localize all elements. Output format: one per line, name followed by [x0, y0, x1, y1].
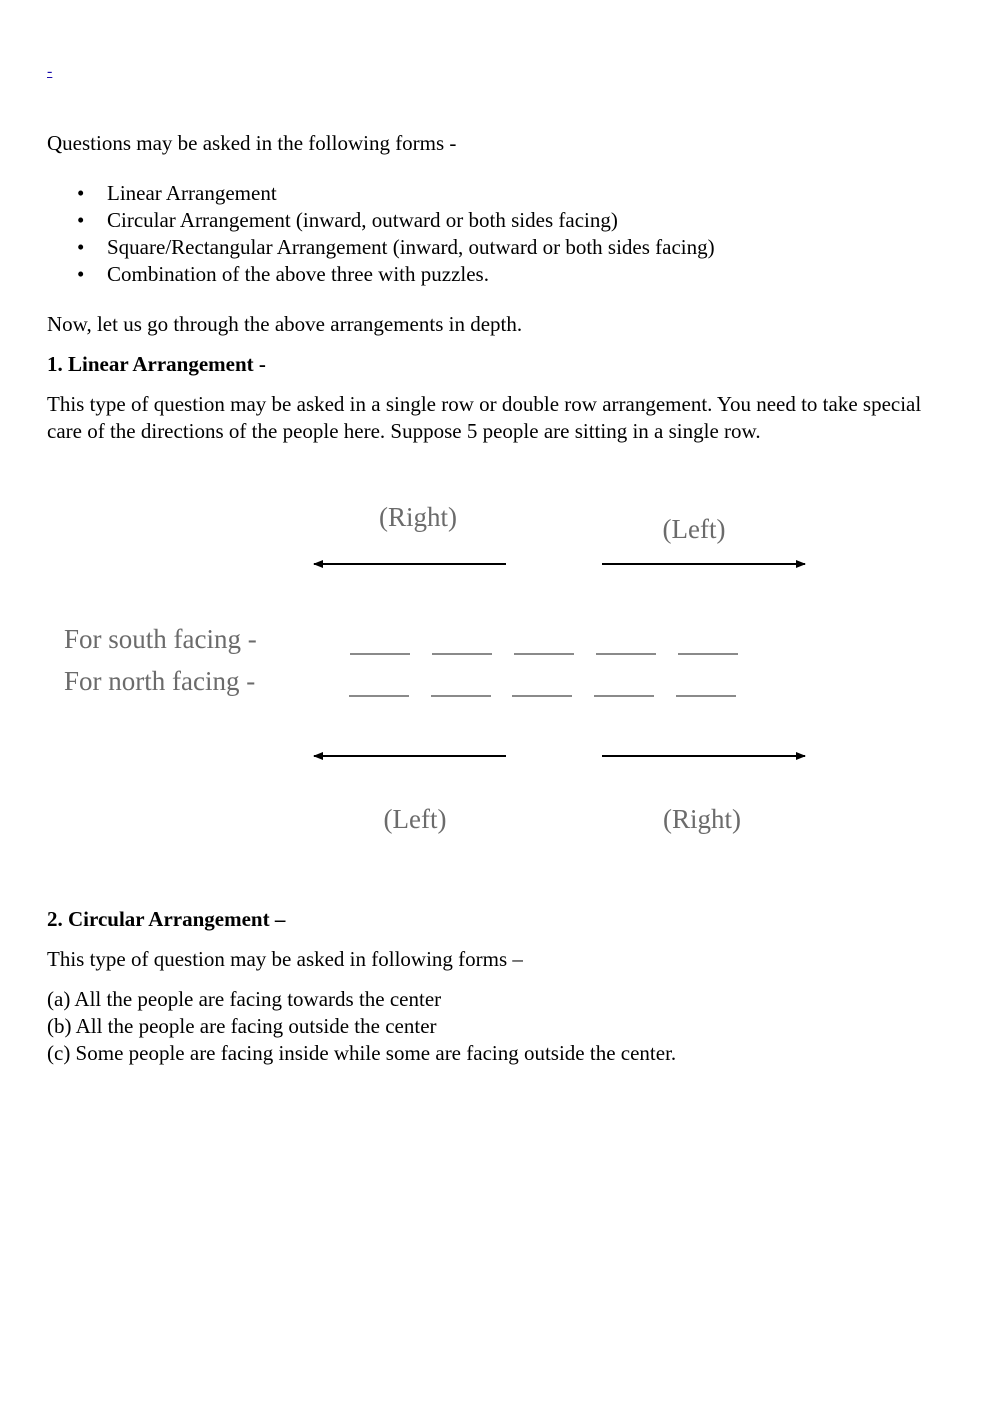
- bullet-icon: •: [77, 235, 85, 259]
- north-facing-label: For north facing -: [64, 666, 256, 696]
- list-item: [47, 180, 715, 207]
- list-item: [47, 207, 715, 234]
- bullet-icon: •: [77, 262, 85, 286]
- top-right-direction-label: (Left): [662, 514, 726, 544]
- linear-description: This type of question may be asked in a single row or double row arrangement. You need to take special care of the directions of the people here. Suppose 5 people are sitting in a single row.: [47, 392, 922, 443]
- list-item-label: Linear Arrangement: [107, 181, 277, 205]
- question-forms-list: [47, 180, 715, 288]
- top-link[interactable]: -: [47, 63, 53, 80]
- circular-description: This type of question may be asked in following forms –: [47, 947, 523, 971]
- list-item-label: Combination of the above three with puzzles.: [107, 262, 489, 286]
- circular-forms-list: [47, 986, 676, 1067]
- top-left-direction-label: (Right): [379, 502, 457, 532]
- circular-heading: 2. Circular Arrangement –: [47, 907, 286, 931]
- list-item: (c) Some people are facing inside while some are facing outside the center.: [47, 1041, 677, 1065]
- list-item-label: Circular Arrangement (inward, outward or both sides facing): [107, 208, 618, 232]
- bullet-icon: •: [77, 208, 85, 232]
- bottom-left-direction-label: (Left): [383, 804, 447, 834]
- linear-heading: 1. Linear Arrangement -: [47, 352, 266, 376]
- list-item: (b) All the people are facing outside the center: [47, 1014, 437, 1038]
- intro-text: Questions may be asked in the following forms -: [47, 131, 457, 155]
- list-item: (a) All the people are facing towards the center: [47, 987, 442, 1011]
- list-item-label: Square/Rectangular Arrangement (inward, outward or both sides facing): [107, 235, 715, 259]
- bullet-icon: •: [77, 181, 85, 205]
- transition-text: Now, let us go through the above arrangements in depth.: [47, 312, 523, 336]
- list-item: [47, 261, 715, 288]
- list-item: [47, 234, 715, 261]
- bottom-right-direction-label: (Right): [663, 804, 741, 834]
- south-facing-label: For south facing -: [64, 624, 257, 654]
- linear-arrangement-diagram: [0, 490, 992, 860]
